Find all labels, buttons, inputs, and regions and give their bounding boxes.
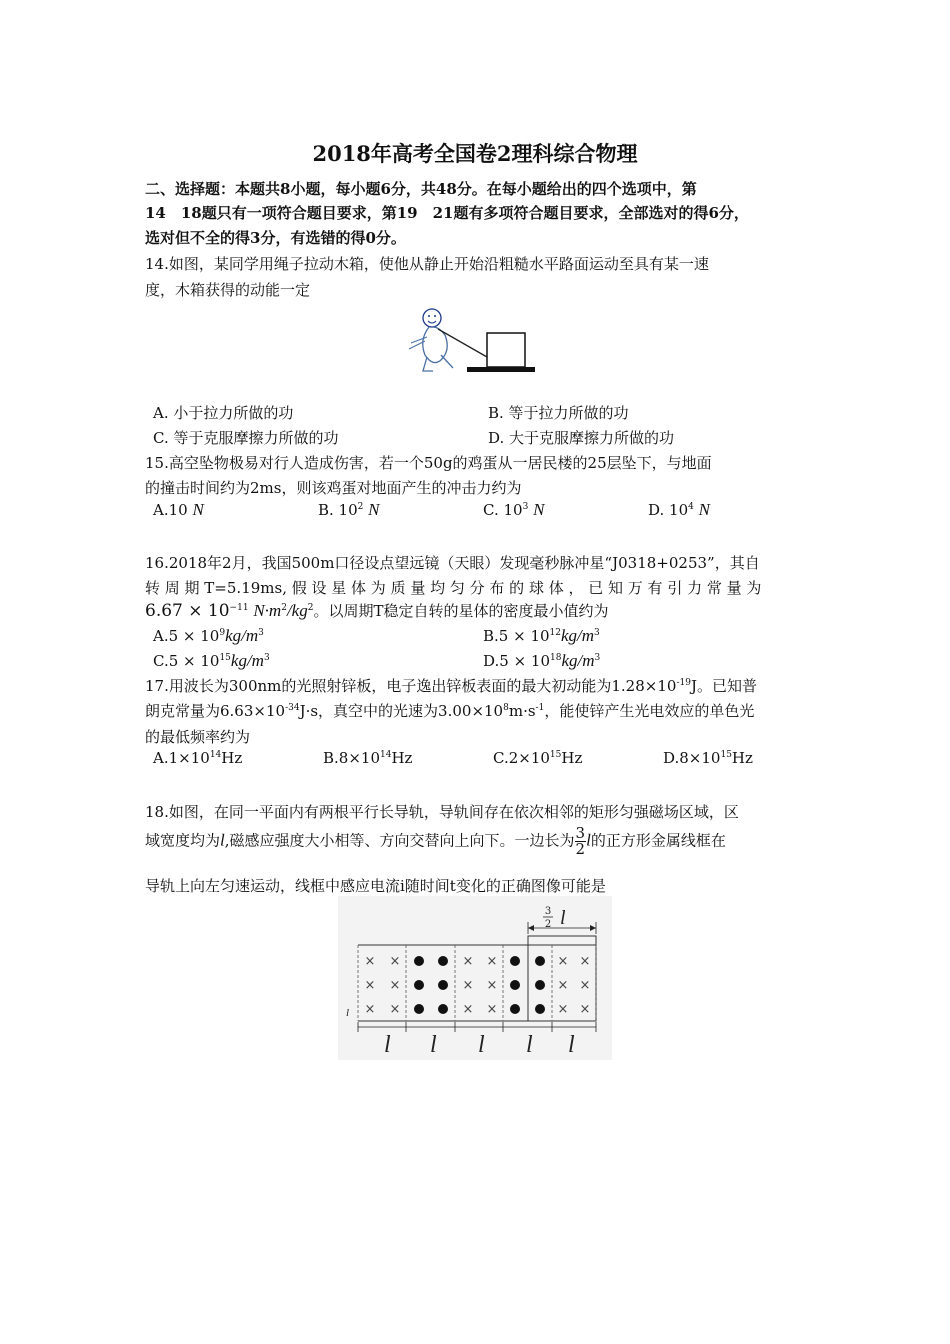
q15-stem-line1: 15.高空坠物极易对行人造成伤害，若一个50g的鸡蛋从一居民楼的25层坠下，与地面 [145, 454, 712, 472]
dot-mark [438, 1004, 448, 1014]
q14-stem-line2: 度，木箱获得的动能一定 [145, 281, 311, 299]
cross-mark: × [486, 954, 498, 969]
q16-option-b: $B.5 \times 10^{12}kg/m^3$ [483, 626, 600, 645]
q17-option-c: $C.2\times 10^{15}Hz$ [493, 749, 583, 767]
cross-mark: × [579, 978, 591, 993]
dot-mark [535, 1004, 545, 1014]
cross-mark: × [462, 1002, 474, 1017]
q14-stem-line1: 14.如图，某同学用绳子拉动木箱，使他从静止开始沿粗糙水平路面运动至具有某一速 [145, 255, 709, 273]
fig-width-l-3: l [478, 1032, 485, 1058]
q17-option-b: $B.8\times 10^{14}Hz$ [323, 749, 413, 767]
cross-mark: × [364, 1002, 376, 1017]
fig-top-l: l [560, 907, 566, 929]
section-instructions-line1: 二、选择题：本题共8小题，每小题6分，共48分。在每小题给出的四个选项中，第 [145, 180, 697, 198]
fig-width-l-2: l [430, 1032, 437, 1058]
fraction-three-halves: $\frac{3}{2}$ [575, 824, 586, 858]
q18-stem-line1: 18.如图，在同一平面内有两根平行长导轨，导轨间存在依次相邻的矩形匀强磁场区域，区 [145, 803, 739, 821]
q18-stem-line3: 导轨上向左匀速运动，线框中感应电流i随时间t变化的正确图像可能是 [145, 877, 606, 895]
cross-mark: × [389, 978, 401, 993]
q16-stem-line2: 转 周 期 T=5.19ms, 假 设 星 体 为 质 量 均 匀 分 布 的 球 体 ， 已 知 万 有 引 力 常 量 为 [145, 579, 762, 597]
cross-mark: × [486, 978, 498, 993]
fig-top-frac-num: 3 [544, 906, 552, 917]
q14-figure-person-pulling-box [405, 305, 540, 375]
dot-mark [510, 980, 520, 990]
cross-mark: × [364, 954, 376, 969]
dot-mark [414, 956, 424, 966]
q15-stem-line2: 的撞击时间约为2ms，则该鸡蛋对地面产生的冲击力约为 [145, 479, 522, 497]
page-title: 2018年高考全国卷2理科综合物理 [312, 141, 638, 166]
cross-mark: × [557, 978, 569, 993]
q16-stem-line3: $6.67 \times 10^{-11}$ $N\cdot m^2/kg^2$。以周期T稳定自转的星体的密度最小值约为 [145, 601, 609, 621]
q16-stem-line1: 16.2018年2月，我国500m口径设点望远镜（天眼）发现毫秒脉冲星“J0318+0253”，其自 [145, 554, 760, 572]
cross-mark: × [462, 978, 474, 993]
cross-mark: × [462, 954, 474, 969]
q18-stem-line2: 域宽度均为l,磁感应强度大小相等、方向交替向上向下。一边长为 $\frac{3}{2}$ l的正方形金属线框在 [145, 824, 726, 858]
q14-option-c: C. 等于克服摩擦力所做的功 [153, 429, 339, 447]
cross-mark: × [579, 954, 591, 969]
q16-option-c: $C.5 \times 10^{15}kg/m^3$ [153, 651, 270, 670]
cross-mark: × [579, 1002, 591, 1017]
fig-top-frac-den: 2 [544, 919, 552, 930]
dot-mark [535, 980, 545, 990]
cross-mark: × [364, 978, 376, 993]
q14-option-b: B. 等于拉力所做的功 [488, 404, 629, 422]
q17-option-a: $A.1\times 10^{14}Hz$ [153, 749, 243, 767]
q14-option-a: A. 小于拉力所做的功 [153, 404, 294, 422]
q15-option-a: A.10 N [153, 500, 204, 519]
section-instructions-line2: 14 18题只有一项符合题目要求，第19 21题有多项符合题目要求，全部选对的得6分， [145, 204, 749, 222]
q18-figure-magnetic-field [338, 896, 612, 1060]
q15-option-c: C. $10^3$ N [483, 500, 545, 519]
dot-mark [510, 956, 520, 966]
q17-option-d: $D.8\times 10^{15}Hz$ [663, 749, 753, 767]
fig-width-l-1: l [384, 1032, 391, 1058]
cross-mark: × [389, 1002, 401, 1017]
q16-option-d: $D.5 \times 10^{18}kg/m^3$ [483, 651, 601, 670]
q17-stem-line1: 17.用波长为300nm的光照射锌板，电子逸出锌板表面的最大初动能为$1.28\times 10^{-19}J$。已知普 [145, 677, 757, 695]
cross-mark: × [486, 1002, 498, 1017]
dot-mark [438, 956, 448, 966]
dot-mark [438, 980, 448, 990]
fig-width-l-5: l [568, 1032, 575, 1058]
cross-mark: × [389, 954, 401, 969]
q17-stem-line2: 朗克常量为$6.63\times 10^{-34}J\cdot s$，真空中的光速为$3.00\times 10^8m\cdot s^{-1}$，能使锌产生光电效应的单色光 [145, 702, 755, 720]
dot-mark [510, 1004, 520, 1014]
fig-side-l: l [346, 1007, 350, 1019]
q15-option-b: B. $10^2$ N [318, 500, 380, 519]
q17-stem-line3: 的最低频率约为 [145, 728, 251, 746]
dot-mark [414, 980, 424, 990]
q14-option-d: D. 大于克服摩擦力所做的功 [488, 429, 675, 447]
fig-width-l-4: l [526, 1032, 533, 1058]
cross-mark: × [557, 954, 569, 969]
q15-option-d: D. $10^4$ N [648, 500, 710, 519]
q16-option-a: $A.5 \times 10^9kg/m^3$ [153, 626, 264, 645]
section-instructions-line3: 选对但不全的得3分，有选错的得0分。 [145, 229, 406, 247]
dot-mark [535, 956, 545, 966]
cross-mark: × [557, 1002, 569, 1017]
dot-mark [414, 1004, 424, 1014]
